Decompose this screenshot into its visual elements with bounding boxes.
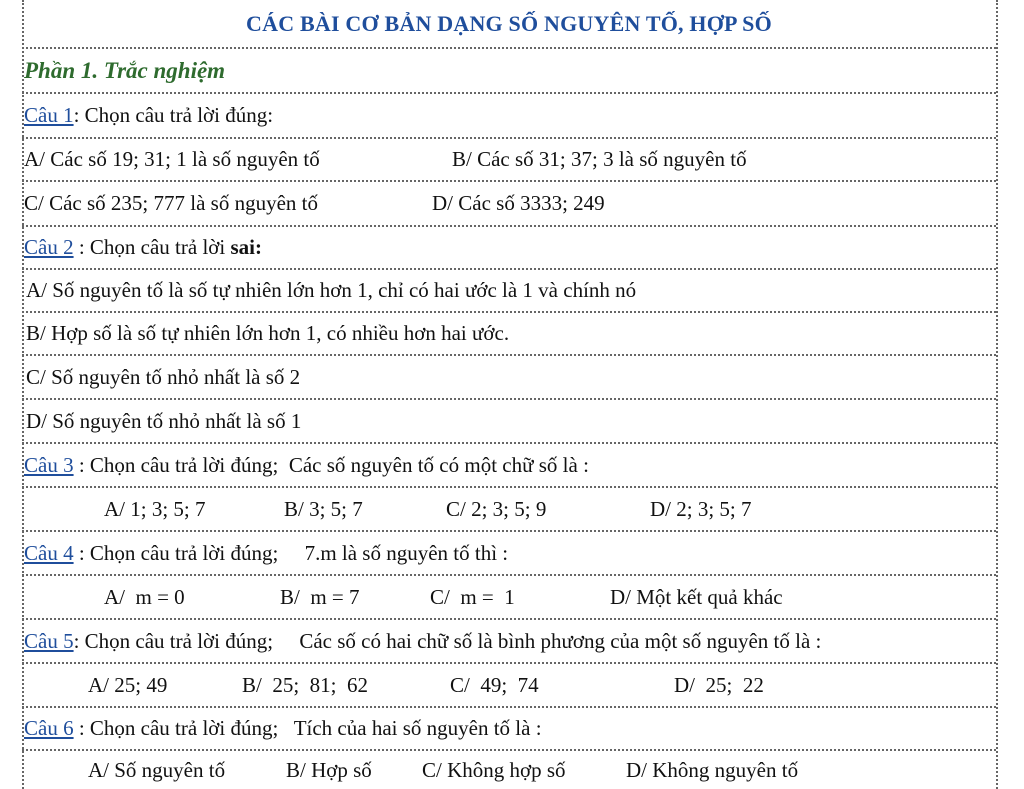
q4-option-d: D/ Một kết quả khác — [610, 584, 783, 609]
question-2-text: : Chọn câu trả lời — [73, 235, 231, 259]
question-3-prompt — [22, 444, 996, 488]
question-6-prompt — [22, 708, 996, 751]
question-3-label: Câu 3 — [24, 452, 74, 477]
q1-option-b: B/ Các số 31; 37; 3 là số nguyên tố — [452, 147, 747, 171]
worksheet-title: CÁC BÀI CƠ BẢN DẠNG SỐ NGUYÊN TỐ, HỢP SỐ — [22, 0, 996, 49]
q1-option-c: C/ Các số 235; 777 là số nguyên tố — [24, 191, 318, 215]
right-dotted-border — [996, 0, 998, 789]
q2-option-d: D/ Số nguyên tố nhỏ nhất là số 1 — [22, 400, 996, 444]
question-2-emphasis: sai: — [230, 235, 262, 259]
q6-option-c: C/ Không hợp số — [422, 757, 566, 782]
question-4-prompt — [22, 532, 996, 576]
q5-option-a: A/ 25; 49 — [88, 672, 168, 697]
question-1-options-cd — [22, 182, 996, 227]
question-6-text: : Chọn câu trả lời đúng; Tích của hai số nguyên tố là : — [73, 716, 542, 740]
question-4-text: : Chọn câu trả lời đúng; 7.m là số nguyên tố thì : — [73, 540, 509, 565]
q6-option-b: B/ Hợp số — [286, 757, 372, 782]
question-1-text: : Chọn câu trả lời đúng: — [73, 103, 274, 127]
q4-option-a: A/ m = 0 — [104, 584, 185, 609]
question-1-label: Câu 1 — [24, 103, 74, 127]
q1-option-d: D/ Các số 3333; 249 — [432, 191, 605, 215]
question-6-label: Câu 6 — [24, 716, 74, 740]
q2-option-c: C/ Số nguyên tố nhỏ nhất là số 2 — [22, 356, 996, 400]
part-1-heading: Phần 1. Trắc nghiệm — [22, 49, 996, 94]
q5-option-c: C/ 49; 74 — [450, 672, 539, 697]
question-4-label: Câu 4 — [24, 540, 74, 565]
q1-option-a: A/ Các số 19; 31; 1 là số nguyên tố — [24, 147, 320, 171]
q3-option-c: C/ 2; 3; 5; 9 — [446, 496, 547, 521]
q4-option-b: B/ m = 7 — [280, 584, 360, 609]
q3-option-d: D/ 2; 3; 5; 7 — [650, 496, 752, 521]
question-1-options-ab — [22, 139, 996, 182]
question-1-prompt — [22, 94, 996, 139]
question-5-prompt — [22, 620, 996, 664]
q3-option-a: A/ 1; 3; 5; 7 — [104, 496, 206, 521]
question-5-options — [22, 664, 996, 708]
q2-option-a: A/ Số nguyên tố là số tự nhiên lớn hơn 1, chỉ có hai ước là 1 và chính nó — [22, 270, 996, 313]
question-5-text: : Chọn câu trả lời đúng; Các số có hai chữ số là bình phương của một số nguyên tố là : — [73, 628, 822, 653]
q3-option-b: B/ 3; 5; 7 — [284, 496, 363, 521]
question-2-prompt — [22, 227, 996, 270]
q2-option-b: B/ Hợp số là số tự nhiên lớn hơn 1, có nhiều hơn hai ước. — [22, 313, 996, 356]
question-4-options — [22, 576, 996, 620]
question-2-label: Câu 2 — [24, 235, 74, 259]
question-6-options — [22, 751, 996, 789]
q6-option-a: A/ Số nguyên tố — [88, 757, 226, 782]
question-5-label: Câu 5 — [24, 628, 74, 653]
question-3-text: : Chọn câu trả lời đúng; Các số nguyên tố có một chữ số là : — [73, 452, 589, 477]
q5-option-b: B/ 25; 81; 62 — [242, 672, 369, 697]
question-3-options — [22, 488, 996, 532]
q6-option-d: D/ Không nguyên tố — [626, 757, 799, 782]
q4-option-c: C/ m = 1 — [430, 584, 515, 609]
q5-option-d: D/ 25; 22 — [674, 672, 764, 697]
